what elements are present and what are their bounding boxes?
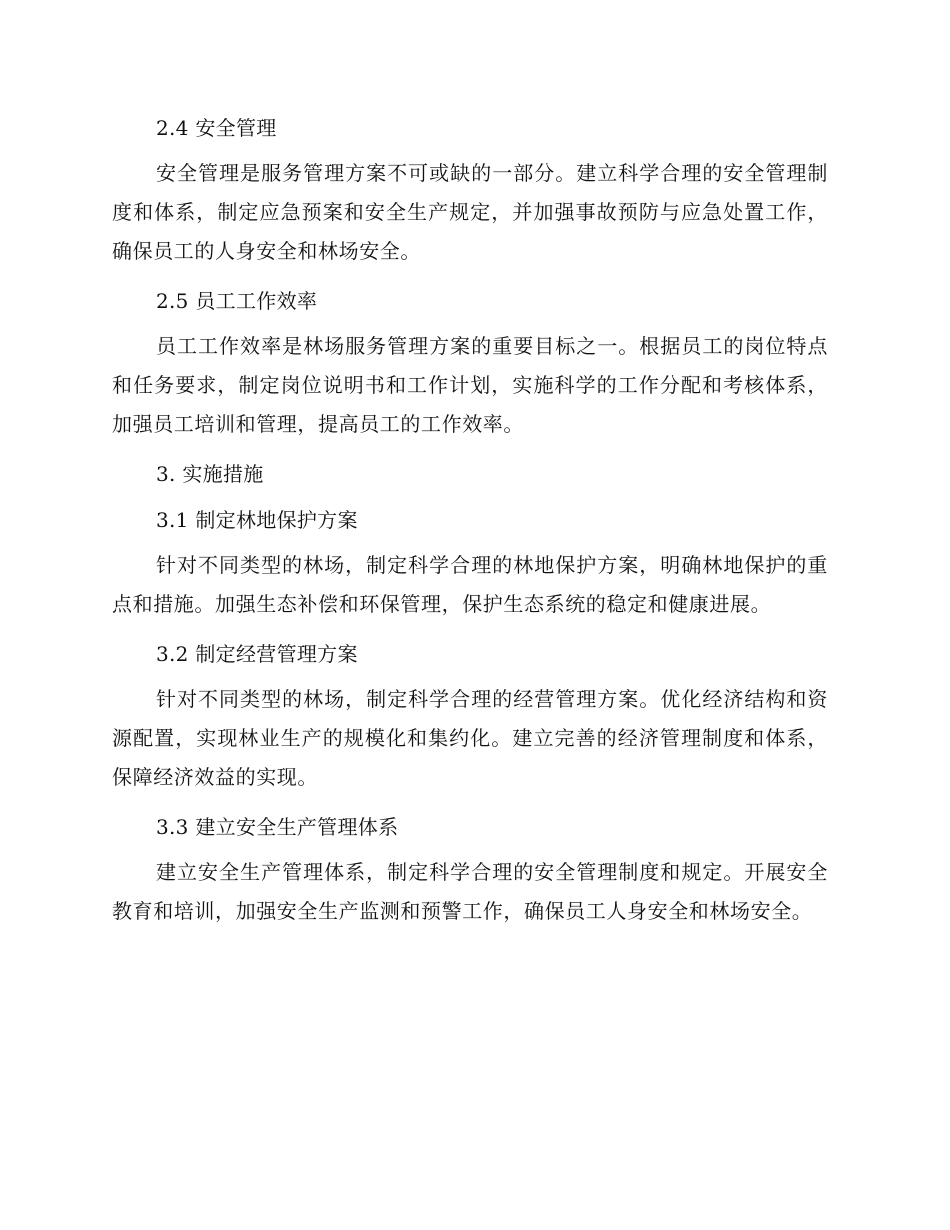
section-heading-3: 3. 实施措施 bbox=[156, 462, 264, 486]
section-body-2-5: 员工工作效率是林场服务管理方案的重要目标之一。根据员工的岗位特点和任务要求，制定岗位说明书和工作计划，实施科学的工作分配和考核体系，加强员工培训和管理，提高员工的工作效率。 bbox=[112, 334, 828, 436]
section-body-3-2: 针对不同类型的林场，制定科学合理的经营管理方案。优化经济结构和资源配置，实现林业生产的规模化和集约化。建立完善的经济管理制度和体系，保障经济效益的实现。 bbox=[112, 687, 828, 789]
section-body-3-1: 针对不同类型的林场，制定科学合理的林地保护方案，明确林地保护的重点和措施。加强生态补偿和环保管理，保护生态系统的稳定和健康进展。 bbox=[112, 553, 828, 616]
section-heading-3-2: 3.2 制定经营管理方案 bbox=[156, 642, 358, 666]
section-heading-3-3: 3.3 建立安全生产管理体系 bbox=[156, 815, 399, 839]
section-body-3-3: 建立安全生产管理体系，制定科学合理的安全管理制度和规定。开展安全教育和培训，加强安全生产监测和预警工作，确保员工人身安全和林场安全。 bbox=[112, 860, 828, 923]
section-heading-2-5: 2.5 员工工作效率 bbox=[156, 289, 318, 313]
section-body-2-4: 安全管理是服务管理方案不可或缺的一部分。建立科学合理的安全管理制度和体系，制定应急预案和安全生产规定，并加强事故预防与应急处置工作，确保员工的人身安全和林场安全。 bbox=[112, 161, 828, 263]
section-heading-3-1: 3.1 制定林地保护方案 bbox=[156, 508, 358, 532]
section-heading-2-4: 2.4 安全管理 bbox=[156, 116, 277, 140]
